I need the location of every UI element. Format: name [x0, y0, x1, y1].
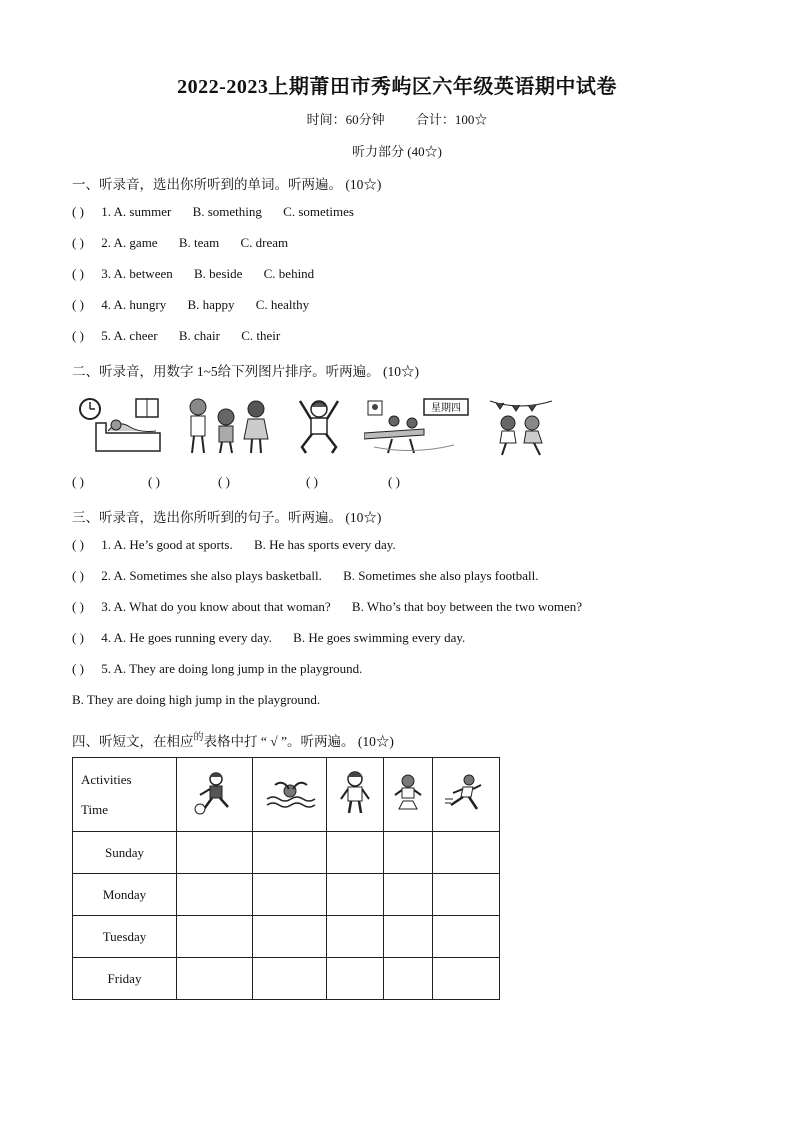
check-cell[interactable] [177, 832, 253, 874]
order-blank-5[interactable]: ( ) [388, 474, 400, 489]
answer-blank[interactable]: ( ) [72, 297, 84, 312]
answer-blank[interactable]: ( ) [72, 599, 84, 614]
check-cell[interactable] [177, 874, 253, 916]
check-cell[interactable] [253, 916, 327, 958]
playing-football-icon [190, 771, 240, 815]
s3-question-1 [72, 537, 414, 553]
option-c: C. sometimes [283, 204, 354, 219]
s3-question-4 [72, 630, 483, 646]
option-b: B. He has sports every day. [253, 537, 396, 552]
activities-header: Activities [81, 771, 132, 787]
thursday-sports-picture-icon [364, 395, 474, 457]
option-c: C. dream [240, 235, 289, 250]
skipping-girl-icon [391, 773, 425, 813]
heading-superscript: 的 [193, 732, 204, 743]
check-cell[interactable] [327, 874, 384, 916]
option-a: 2. A. game [101, 235, 158, 250]
option-b: B. beside [193, 266, 243, 281]
activity-col-football [177, 758, 253, 832]
check-cell[interactable] [384, 916, 433, 958]
party-dance-picture-icon [486, 395, 556, 457]
option-b: B. happy [187, 297, 235, 312]
check-cell[interactable] [327, 916, 384, 958]
option-b: B. chair [178, 328, 220, 343]
check-cell[interactable] [253, 874, 327, 916]
answer-blank[interactable]: ( ) [72, 204, 84, 219]
s1-question-2 [72, 235, 306, 251]
answer-blank[interactable]: ( ) [72, 661, 84, 676]
order-blank-4[interactable]: ( ) [306, 474, 318, 489]
answer-blank[interactable]: ( ) [72, 266, 84, 281]
answer-blank[interactable]: ( ) [72, 328, 84, 343]
day-label: Tuesday [73, 916, 177, 958]
picture-row [72, 395, 592, 460]
heading-part: 表格中打 “ √ ”。听两遍。 (10☆) [203, 734, 394, 749]
check-cell[interactable] [384, 958, 433, 1000]
listening-subtitle: 听力部分 (40☆) [352, 144, 442, 159]
activity-col-running-boy [327, 758, 384, 832]
sleeping-picture-icon [76, 395, 166, 455]
option-b: B. team [178, 235, 220, 250]
option-b: B. something [192, 204, 262, 219]
thursday-label: 星期四 [431, 403, 461, 414]
three-girls-picture-icon [182, 395, 272, 457]
activities-table [72, 757, 500, 1000]
table-row [73, 832, 500, 874]
heading-part: 四、听短文，在相应 [72, 734, 194, 749]
header-corner-cell [73, 758, 177, 832]
running-icon [443, 773, 489, 813]
check-cell[interactable] [327, 832, 384, 874]
check-cell[interactable] [253, 832, 327, 874]
check-cell[interactable] [433, 916, 500, 958]
check-cell[interactable] [433, 874, 500, 916]
activity-col-running [433, 758, 500, 832]
exam-title: 2022-2023上期莆田市秀屿区六年级英语期中试卷 [177, 76, 617, 98]
answer-blank[interactable]: ( ) [72, 630, 84, 645]
order-blank-3[interactable]: ( ) [218, 474, 230, 489]
option-a: 3. A. between [101, 266, 173, 281]
day-label: Friday [73, 958, 177, 1000]
option-c: C. healthy [255, 297, 310, 312]
check-cell[interactable] [433, 832, 500, 874]
cheering-boy-picture-icon [294, 395, 344, 457]
s1-question-3 [72, 266, 332, 282]
answer-blank[interactable]: ( ) [72, 235, 84, 250]
s3-question-3 [72, 599, 600, 615]
s3-question-5-option-b: B. They are doing high jump in the playground. [72, 692, 321, 707]
option-a: 5. A. cheer [101, 328, 158, 343]
check-cell[interactable] [433, 958, 500, 1000]
table-row [73, 916, 500, 958]
option-c: C. their [241, 328, 281, 343]
exam-meta [0, 109, 794, 128]
answer-blank[interactable]: ( ) [72, 568, 84, 583]
time-header: Time [81, 801, 108, 817]
day-label: Monday [73, 874, 177, 916]
check-cell[interactable] [327, 958, 384, 1000]
s1-question-5 [72, 328, 298, 344]
time-limit: 时间：60分钟 [306, 112, 385, 127]
section4-heading [72, 728, 394, 750]
order-blank-1[interactable]: ( ) [72, 474, 84, 489]
activity-col-jumping [384, 758, 433, 832]
option-a: 3. A. What do you know about that woman? [101, 599, 331, 614]
option-a: 4. A. hungry [101, 297, 167, 312]
option-c: C. behind [263, 266, 315, 281]
s3-question-2 [72, 568, 556, 584]
check-cell[interactable] [177, 958, 253, 1000]
order-blank-2[interactable]: ( ) [148, 474, 160, 489]
section2-heading: 二、听录音，用数字 1~5给下列图片排序。听两遍。 (10☆) [72, 364, 420, 379]
swimming-icon [263, 773, 317, 813]
answer-blank[interactable]: ( ) [72, 537, 84, 552]
table-row [73, 874, 500, 916]
check-cell[interactable] [253, 958, 327, 1000]
option-a: 1. A. summer [101, 204, 172, 219]
table-header-row [73, 758, 500, 832]
s1-question-4 [72, 297, 327, 313]
option-a: 5. A. They are doing long jump in the playground. [101, 661, 363, 676]
option-b: B. Sometimes she also plays football. [343, 568, 539, 583]
s1-question-1 [72, 204, 372, 220]
table-row [73, 958, 500, 1000]
s3-question-5 [72, 661, 380, 677]
check-cell[interactable] [384, 874, 433, 916]
option-a: 4. A. He goes running every day. [101, 630, 272, 645]
section1-heading: 一、听录音，选出你所听到的单词。听两遍。 (10☆) [72, 177, 382, 192]
option-a: 2. A. Sometimes she also plays basketball. [101, 568, 322, 583]
check-cell[interactable] [384, 832, 433, 874]
option-b: B. He goes swimming every day. [293, 630, 466, 645]
option-a: 1. A. He’s good at sports. [101, 537, 233, 552]
section3-heading: 三、听录音，选出你所听到的句子。听两遍。 (10☆) [72, 510, 382, 525]
check-cell[interactable] [177, 916, 253, 958]
boy-with-cap-icon [335, 769, 375, 817]
activity-col-swimming [253, 758, 327, 832]
option-b: B. Who’s that boy between the two women? [351, 599, 583, 614]
total-score: 合计：100☆ [415, 112, 488, 127]
day-label: Sunday [73, 832, 177, 874]
